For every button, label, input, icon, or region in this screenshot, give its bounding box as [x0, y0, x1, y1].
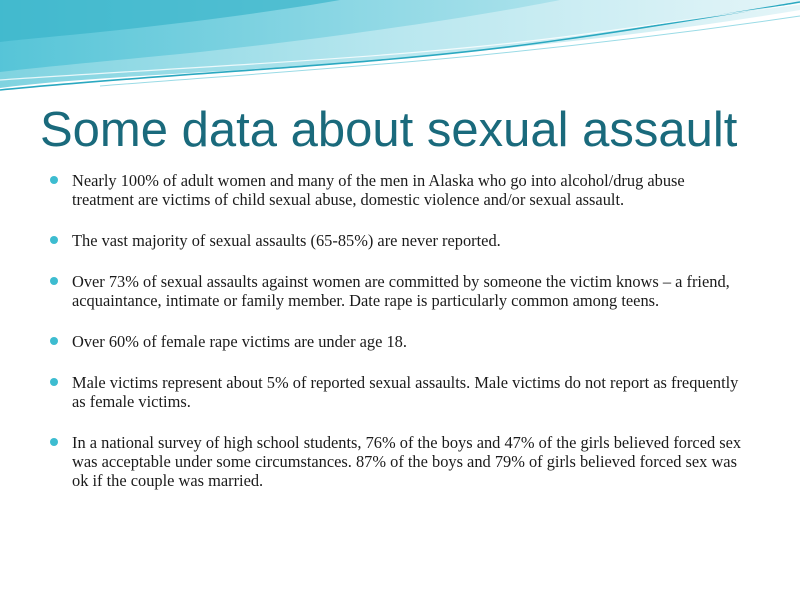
bullet-icon — [50, 438, 58, 446]
bullet-list — [50, 171, 750, 512]
bullet-text: Male victims represent about 5% of reported sexual assaults. Male victims do not report as frequently as female victims. — [72, 373, 739, 411]
bullet-item — [50, 373, 750, 411]
bullet-text: Over 60% of female rape victims are under age 18. — [72, 332, 407, 351]
bullet-item — [50, 332, 750, 351]
header-wave-decoration — [0, 0, 800, 100]
bullet-item — [50, 231, 750, 250]
bullet-icon — [50, 277, 58, 285]
bullet-item — [50, 433, 750, 490]
bullet-text: Over 73% of sexual assaults against women are committed by someone the victim knows – a friend, acquaintance, intimate or family member. Date rape is particularly common among teens. — [72, 272, 730, 310]
bullet-item — [50, 171, 750, 209]
bullet-text: Nearly 100% of adult women and many of the men in Alaska who go into alcohol/drug abuse treatment are victims of child sexual abuse, domestic violence and/or sexual assault. — [72, 171, 685, 209]
bullet-item — [50, 272, 750, 310]
bullet-icon — [50, 378, 58, 386]
bullet-icon — [50, 236, 58, 244]
bullet-icon — [50, 176, 58, 184]
bullet-text: In a national survey of high school students, 76% of the boys and 47% of the girls believed forced sex was acceptable under some circumstances. 87% of the boys and 79% of girls believed forced sex was ok if the couple was married. — [72, 433, 742, 490]
bullet-icon — [50, 337, 58, 345]
bullet-text: The vast majority of sexual assaults (65-85%) are never reported. — [72, 231, 501, 250]
slide-title: Some data about sexual assault — [40, 103, 738, 157]
